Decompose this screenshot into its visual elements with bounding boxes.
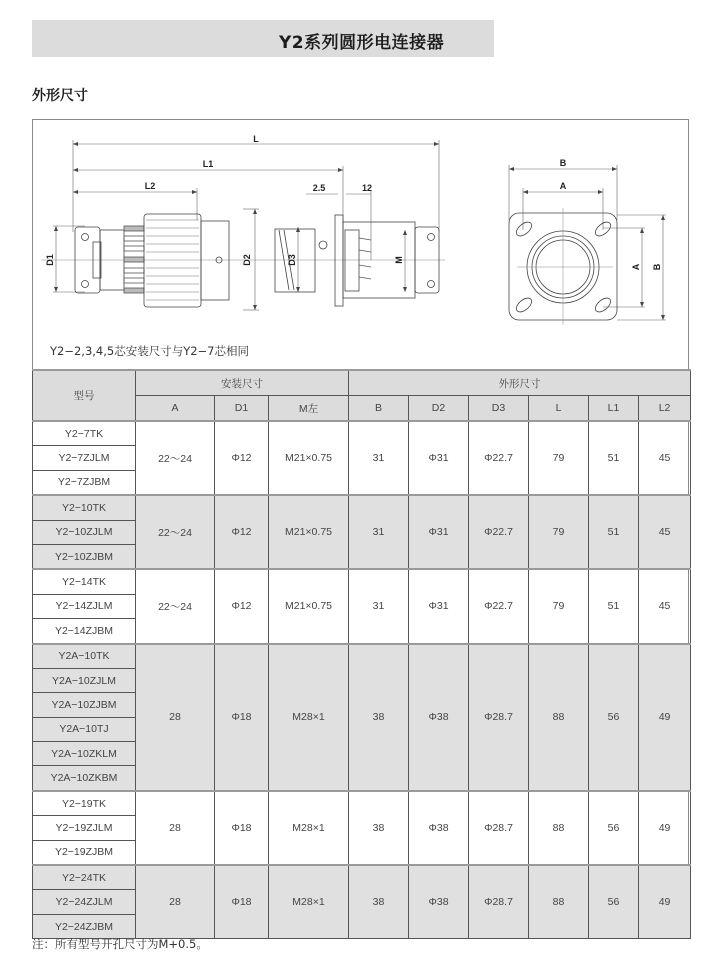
value-cell-d1: Φ12 — [215, 569, 269, 643]
table-row — [33, 865, 691, 890]
value-cell-l2: 45 — [639, 569, 691, 643]
model-cell: Y2A−10TJ — [33, 717, 136, 741]
model-cell: Y2−14ZJLM — [33, 594, 136, 618]
value-cell-l2: 49 — [639, 791, 691, 865]
value-cell-l1: 51 — [589, 495, 639, 569]
value-cell-b: 38 — [349, 791, 409, 865]
value-cell-l2: 45 — [639, 495, 691, 569]
header-col-d2: D2 — [409, 396, 469, 422]
header-col-d1: D1 — [215, 396, 269, 422]
value-cell-d1: Φ12 — [215, 421, 269, 495]
header-group-install: 安装尺寸 — [136, 370, 349, 396]
drawing-note: Y2−2,3,4,5芯安装尺寸与Y2−7芯相同 — [50, 344, 250, 358]
value-cell-b: 38 — [349, 644, 409, 791]
model-cell: Y2−10ZJLM — [33, 520, 136, 544]
value-cell-d3: Φ28.7 — [469, 791, 529, 865]
value-cell-d2: Φ31 — [409, 421, 469, 495]
dim-label-12: 12 — [361, 183, 373, 193]
value-cell-l1: 56 — [589, 791, 639, 865]
table-group — [33, 865, 691, 939]
title-bar — [32, 20, 494, 57]
model-cell: Y2−14TK — [33, 569, 136, 594]
table-group — [33, 791, 691, 865]
value-cell-l: 88 — [529, 865, 589, 939]
table-group — [33, 495, 691, 569]
dim-label-b-side: B — [652, 263, 662, 271]
page-title: Y2系列圆形电连接器 — [279, 33, 445, 53]
value-cell-d2: Φ38 — [409, 791, 469, 865]
value-cell-d1: Φ12 — [215, 495, 269, 569]
table-row — [33, 495, 691, 520]
value-cell-d2: Φ38 — [409, 644, 469, 791]
value-cell-l: 88 — [529, 644, 589, 791]
value-cell-l: 79 — [529, 421, 589, 495]
header-col-b: B — [349, 396, 409, 422]
model-cell: Y2A−10ZKBM — [33, 766, 136, 791]
header-col-l1: L1 — [589, 396, 639, 422]
dim-label-l: L — [253, 134, 259, 144]
value-cell-m: M21×0.75 — [269, 421, 349, 495]
header-col-a: A — [136, 396, 215, 422]
technical-drawing — [33, 120, 689, 368]
model-cell: Y2−7ZJLM — [33, 446, 136, 470]
value-cell-d1: Φ18 — [215, 791, 269, 865]
spec-table — [32, 369, 691, 939]
value-cell-m: M21×0.75 — [269, 495, 349, 569]
value-cell-l2: 49 — [639, 865, 691, 939]
model-cell: Y2−24TK — [33, 865, 136, 890]
value-cell-l1: 51 — [589, 569, 639, 643]
value-cell-b: 38 — [349, 865, 409, 939]
value-cell-m: M28×1 — [269, 644, 349, 791]
value-cell-l: 79 — [529, 569, 589, 643]
dim-label-2-5: 2.5 — [312, 183, 326, 193]
value-cell-l1: 56 — [589, 644, 639, 791]
table-row — [33, 791, 691, 816]
dim-label-d1: D1 — [45, 254, 55, 266]
header-model: 型号 — [33, 370, 136, 421]
model-cell: Y2−24ZJBM — [33, 914, 136, 938]
section-heading: 外形尺寸 — [32, 88, 88, 104]
header-group-outline: 外形尺寸 — [349, 370, 691, 396]
value-cell-d1: Φ18 — [215, 865, 269, 939]
table-row — [33, 421, 691, 446]
value-cell-m: M21×0.75 — [269, 569, 349, 643]
model-cell: Y2−10ZJBM — [33, 544, 136, 569]
table-row — [33, 569, 691, 594]
dim-label-a-side: A — [631, 263, 641, 271]
value-cell-l: 79 — [529, 495, 589, 569]
value-cell-d2: Φ31 — [409, 495, 469, 569]
value-cell-a: 28 — [136, 644, 215, 791]
table-row — [33, 644, 691, 669]
value-cell-a: 22～24 — [136, 421, 215, 495]
value-cell-d1: Φ18 — [215, 644, 269, 791]
table-group — [33, 569, 691, 643]
value-cell-d3: Φ28.7 — [469, 865, 529, 939]
value-cell-b: 31 — [349, 421, 409, 495]
value-cell-b: 31 — [349, 569, 409, 643]
dim-label-a-top: A — [559, 181, 567, 191]
dim-label-l1: L1 — [202, 159, 214, 169]
dim-label-d2: D2 — [242, 254, 252, 266]
model-cell: Y2A−10TK — [33, 644, 136, 669]
value-cell-d3: Φ22.7 — [469, 569, 529, 643]
value-cell-l1: 56 — [589, 865, 639, 939]
model-cell: Y2−14ZJBM — [33, 619, 136, 644]
value-cell-l2: 49 — [639, 644, 691, 791]
value-cell-a: 28 — [136, 865, 215, 939]
model-cell: Y2A−10ZJBM — [33, 693, 136, 717]
model-cell: Y2A−10ZKLM — [33, 742, 136, 766]
value-cell-d3: Φ22.7 — [469, 495, 529, 569]
dim-label-m: M — [394, 256, 404, 264]
header-col-l: L — [529, 396, 589, 422]
value-cell-l1: 51 — [589, 421, 639, 495]
model-cell: Y2−7ZJBM — [33, 470, 136, 495]
header-col-d3: D3 — [469, 396, 529, 422]
value-cell-d2: Φ38 — [409, 865, 469, 939]
value-cell-m: M28×1 — [269, 865, 349, 939]
dim-label-b-top: B — [559, 158, 567, 168]
model-cell: Y2−19ZJLM — [33, 816, 136, 840]
value-cell-l2: 45 — [639, 421, 691, 495]
front-view-drawing — [509, 158, 666, 325]
dim-label-d3: D3 — [287, 254, 297, 266]
footnote: 注：所有型号开孔尺寸为M+0.5。 — [32, 937, 208, 951]
table-group — [33, 644, 691, 791]
model-cell: Y2−10TK — [33, 495, 136, 520]
header-col-l2: L2 — [639, 396, 691, 422]
side-view-drawing — [41, 134, 445, 310]
value-cell-d2: Φ31 — [409, 569, 469, 643]
dim-label-l2: L2 — [144, 181, 156, 191]
value-cell-a: 22～24 — [136, 495, 215, 569]
header-col-m: M左 — [269, 396, 349, 422]
model-cell: Y2−19TK — [33, 791, 136, 816]
value-cell-a: 22～24 — [136, 569, 215, 643]
value-cell-a: 28 — [136, 791, 215, 865]
model-cell: Y2−7TK — [33, 421, 136, 446]
value-cell-m: M28×1 — [269, 791, 349, 865]
model-cell: Y2A−10ZJLM — [33, 668, 136, 692]
value-cell-l: 88 — [529, 791, 589, 865]
value-cell-b: 31 — [349, 495, 409, 569]
table-group — [33, 421, 691, 495]
value-cell-d3: Φ28.7 — [469, 644, 529, 791]
table-header-row-groups — [33, 370, 691, 396]
model-cell: Y2−24ZJLM — [33, 890, 136, 914]
model-cell: Y2−19ZJBM — [33, 840, 136, 865]
value-cell-d3: Φ22.7 — [469, 421, 529, 495]
